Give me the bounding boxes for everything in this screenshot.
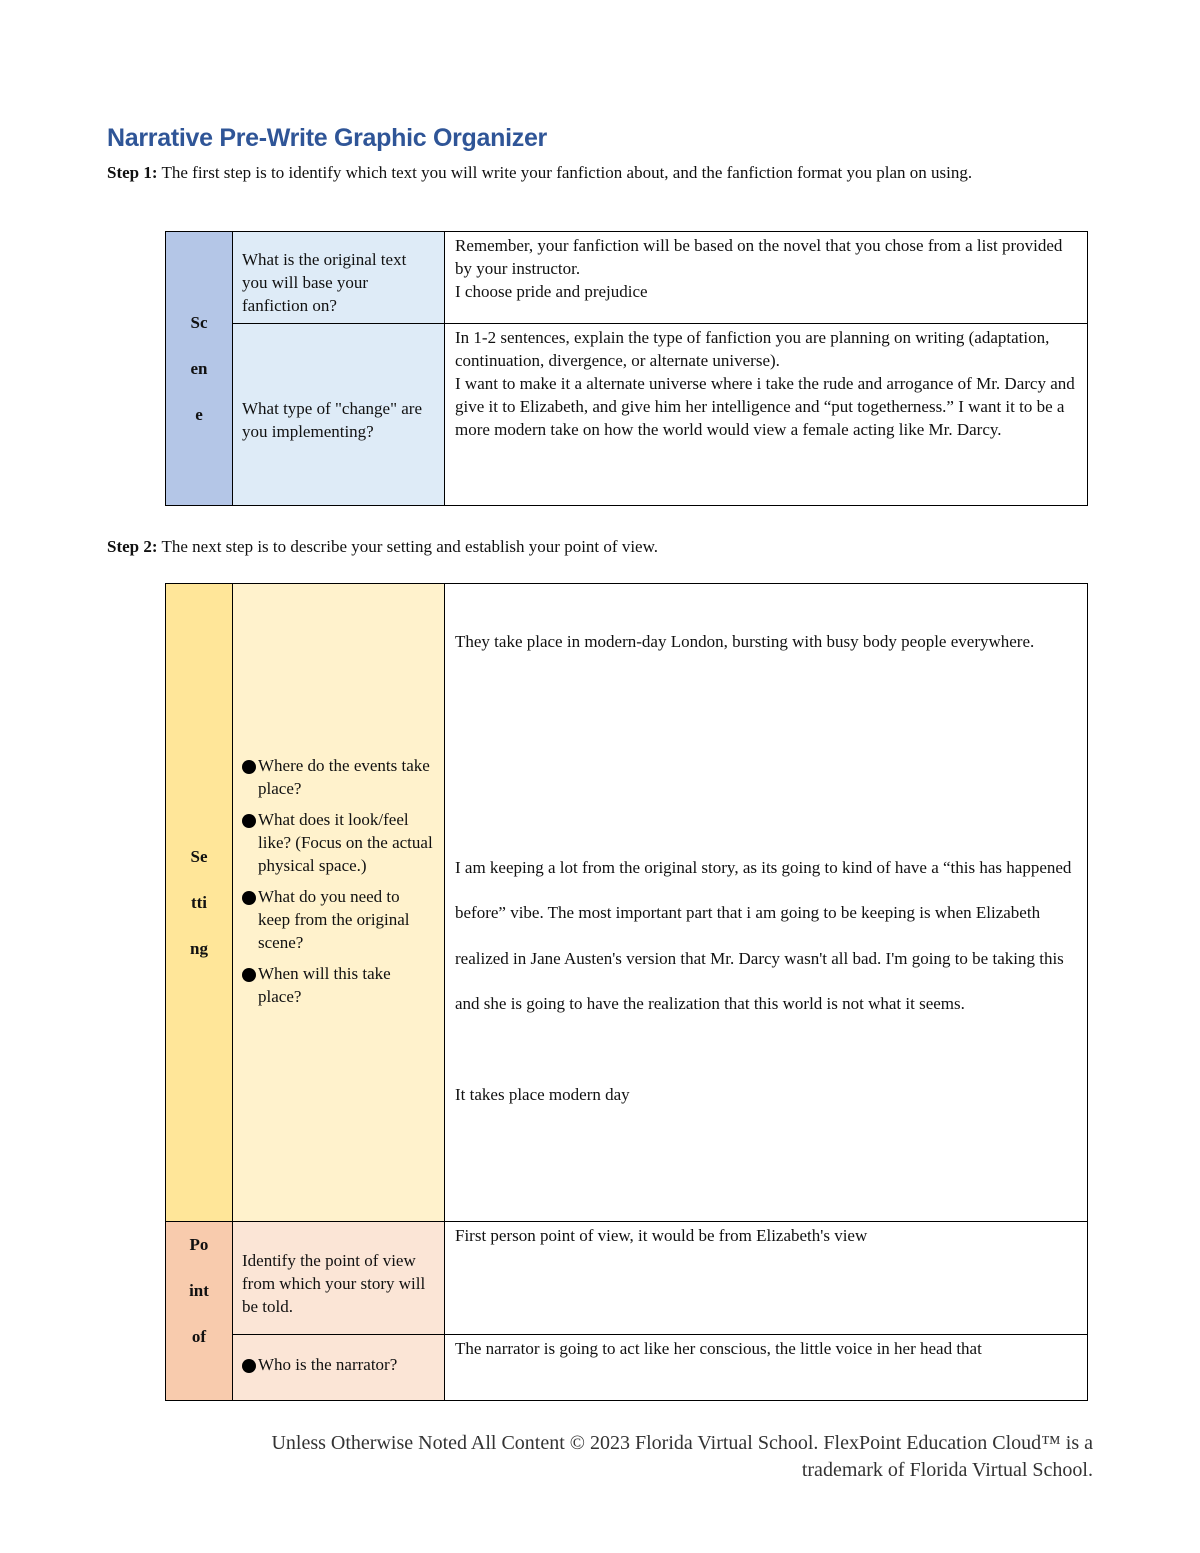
list-item: What does it look/feel like? (Focus on the actual physical space.) bbox=[242, 808, 435, 877]
bullet-icon bbox=[242, 760, 256, 774]
pov-answer-cell[interactable] bbox=[445, 1222, 1088, 1335]
setting-questions bbox=[233, 584, 445, 1222]
step-2-text: The next step is to describe your setting and establish your point of view. bbox=[161, 537, 659, 556]
original-text-question: What is the original text you will base your fanfiction on? bbox=[233, 232, 445, 324]
list-item bbox=[242, 1353, 435, 1376]
bullet-icon bbox=[242, 968, 256, 982]
step-2-label: Step 2: bbox=[107, 537, 158, 556]
setting-answer-cell[interactable] bbox=[445, 584, 1088, 1222]
setting-when-answer: It takes place modern day bbox=[455, 1084, 630, 1104]
list-item: When will this take place? bbox=[242, 962, 435, 1008]
step-1-instructions bbox=[107, 161, 1131, 184]
footer-copyright: Unless Otherwise Noted All Content © 2023 Florida Virtual School. FlexPoint Education Cloud™ is a trademark of Florida Virtual School. bbox=[271, 1432, 1093, 1481]
narrator-answer: The narrator is going to act like her conscious, the little voice in her head that bbox=[455, 1339, 982, 1358]
bullet-icon bbox=[242, 891, 256, 905]
list-item: What do you need to keep from the original scene? bbox=[242, 885, 435, 954]
pov-answer: First person point of view, it would be from Elizabeth's view bbox=[455, 1226, 868, 1245]
bullet-icon bbox=[242, 814, 256, 828]
change-type-prompt: In 1-2 sentences, explain the type of fanfiction you are planning on writing (adaptation, continuation, divergence, or alternate universe). bbox=[455, 328, 1050, 370]
original-text-answer: I choose pride and prejudice bbox=[455, 282, 648, 301]
bullet-icon bbox=[242, 1359, 256, 1373]
list-item: Where do the events take place? bbox=[242, 754, 435, 800]
setting-question-list bbox=[242, 754, 435, 1008]
original-text-answer-cell[interactable] bbox=[445, 232, 1088, 324]
setting-side-label: Se tti ng bbox=[166, 584, 233, 1222]
scene-side-label: Sc en e bbox=[166, 232, 233, 506]
setting-pov-table bbox=[165, 583, 1088, 1401]
setting-place-answer: They take place in modern-day London, bursting with busy body people everywhere. bbox=[455, 632, 1035, 651]
step-1-text: The first step is to identify which text you will write your fanfiction about, and the fanfiction format you plan on using. bbox=[161, 163, 973, 182]
change-type-answer: I want to make it a alternate universe where i take the rude and arrogance of Mr. Darcy and give it to Elizabeth, and give him her intelligence and “put togetherness.” I want it to be a more modern take on how the world would view a female acting like Mr. Darcy. bbox=[455, 374, 1075, 439]
page-title: Narrative Pre-Write Graphic Organizer bbox=[107, 124, 547, 152]
scene-table bbox=[165, 231, 1088, 506]
change-type-question: What type of "change" are you implementing? bbox=[233, 324, 445, 506]
original-text-prompt: Remember, your fanfiction will be based on the novel that you chose from a list provided by your instructor. bbox=[455, 236, 1063, 278]
narrator-question-cell bbox=[233, 1335, 445, 1401]
narrator-answer-cell[interactable] bbox=[445, 1335, 1088, 1401]
change-type-answer-cell[interactable] bbox=[445, 324, 1088, 506]
pov-question: Identify the point of view from which your story will be told. bbox=[233, 1222, 445, 1335]
pov-side-label: Po int of bbox=[166, 1222, 233, 1401]
step-2-instructions bbox=[107, 535, 658, 558]
step-1-label: Step 1: bbox=[107, 163, 158, 182]
setting-keep-answer: I am keeping a lot from the original story, as its going to kind of have a “this has happened before” vibe. The most important part that i am going to be keeping is when Elizabeth realized in Jane Austen's version that Mr. Darcy wasn't all bad. I'm going to be taking this and she is going to have the realization that this world is not what it seems. bbox=[455, 857, 1072, 1013]
narrator-question: Who is the narrator? bbox=[258, 1355, 398, 1374]
